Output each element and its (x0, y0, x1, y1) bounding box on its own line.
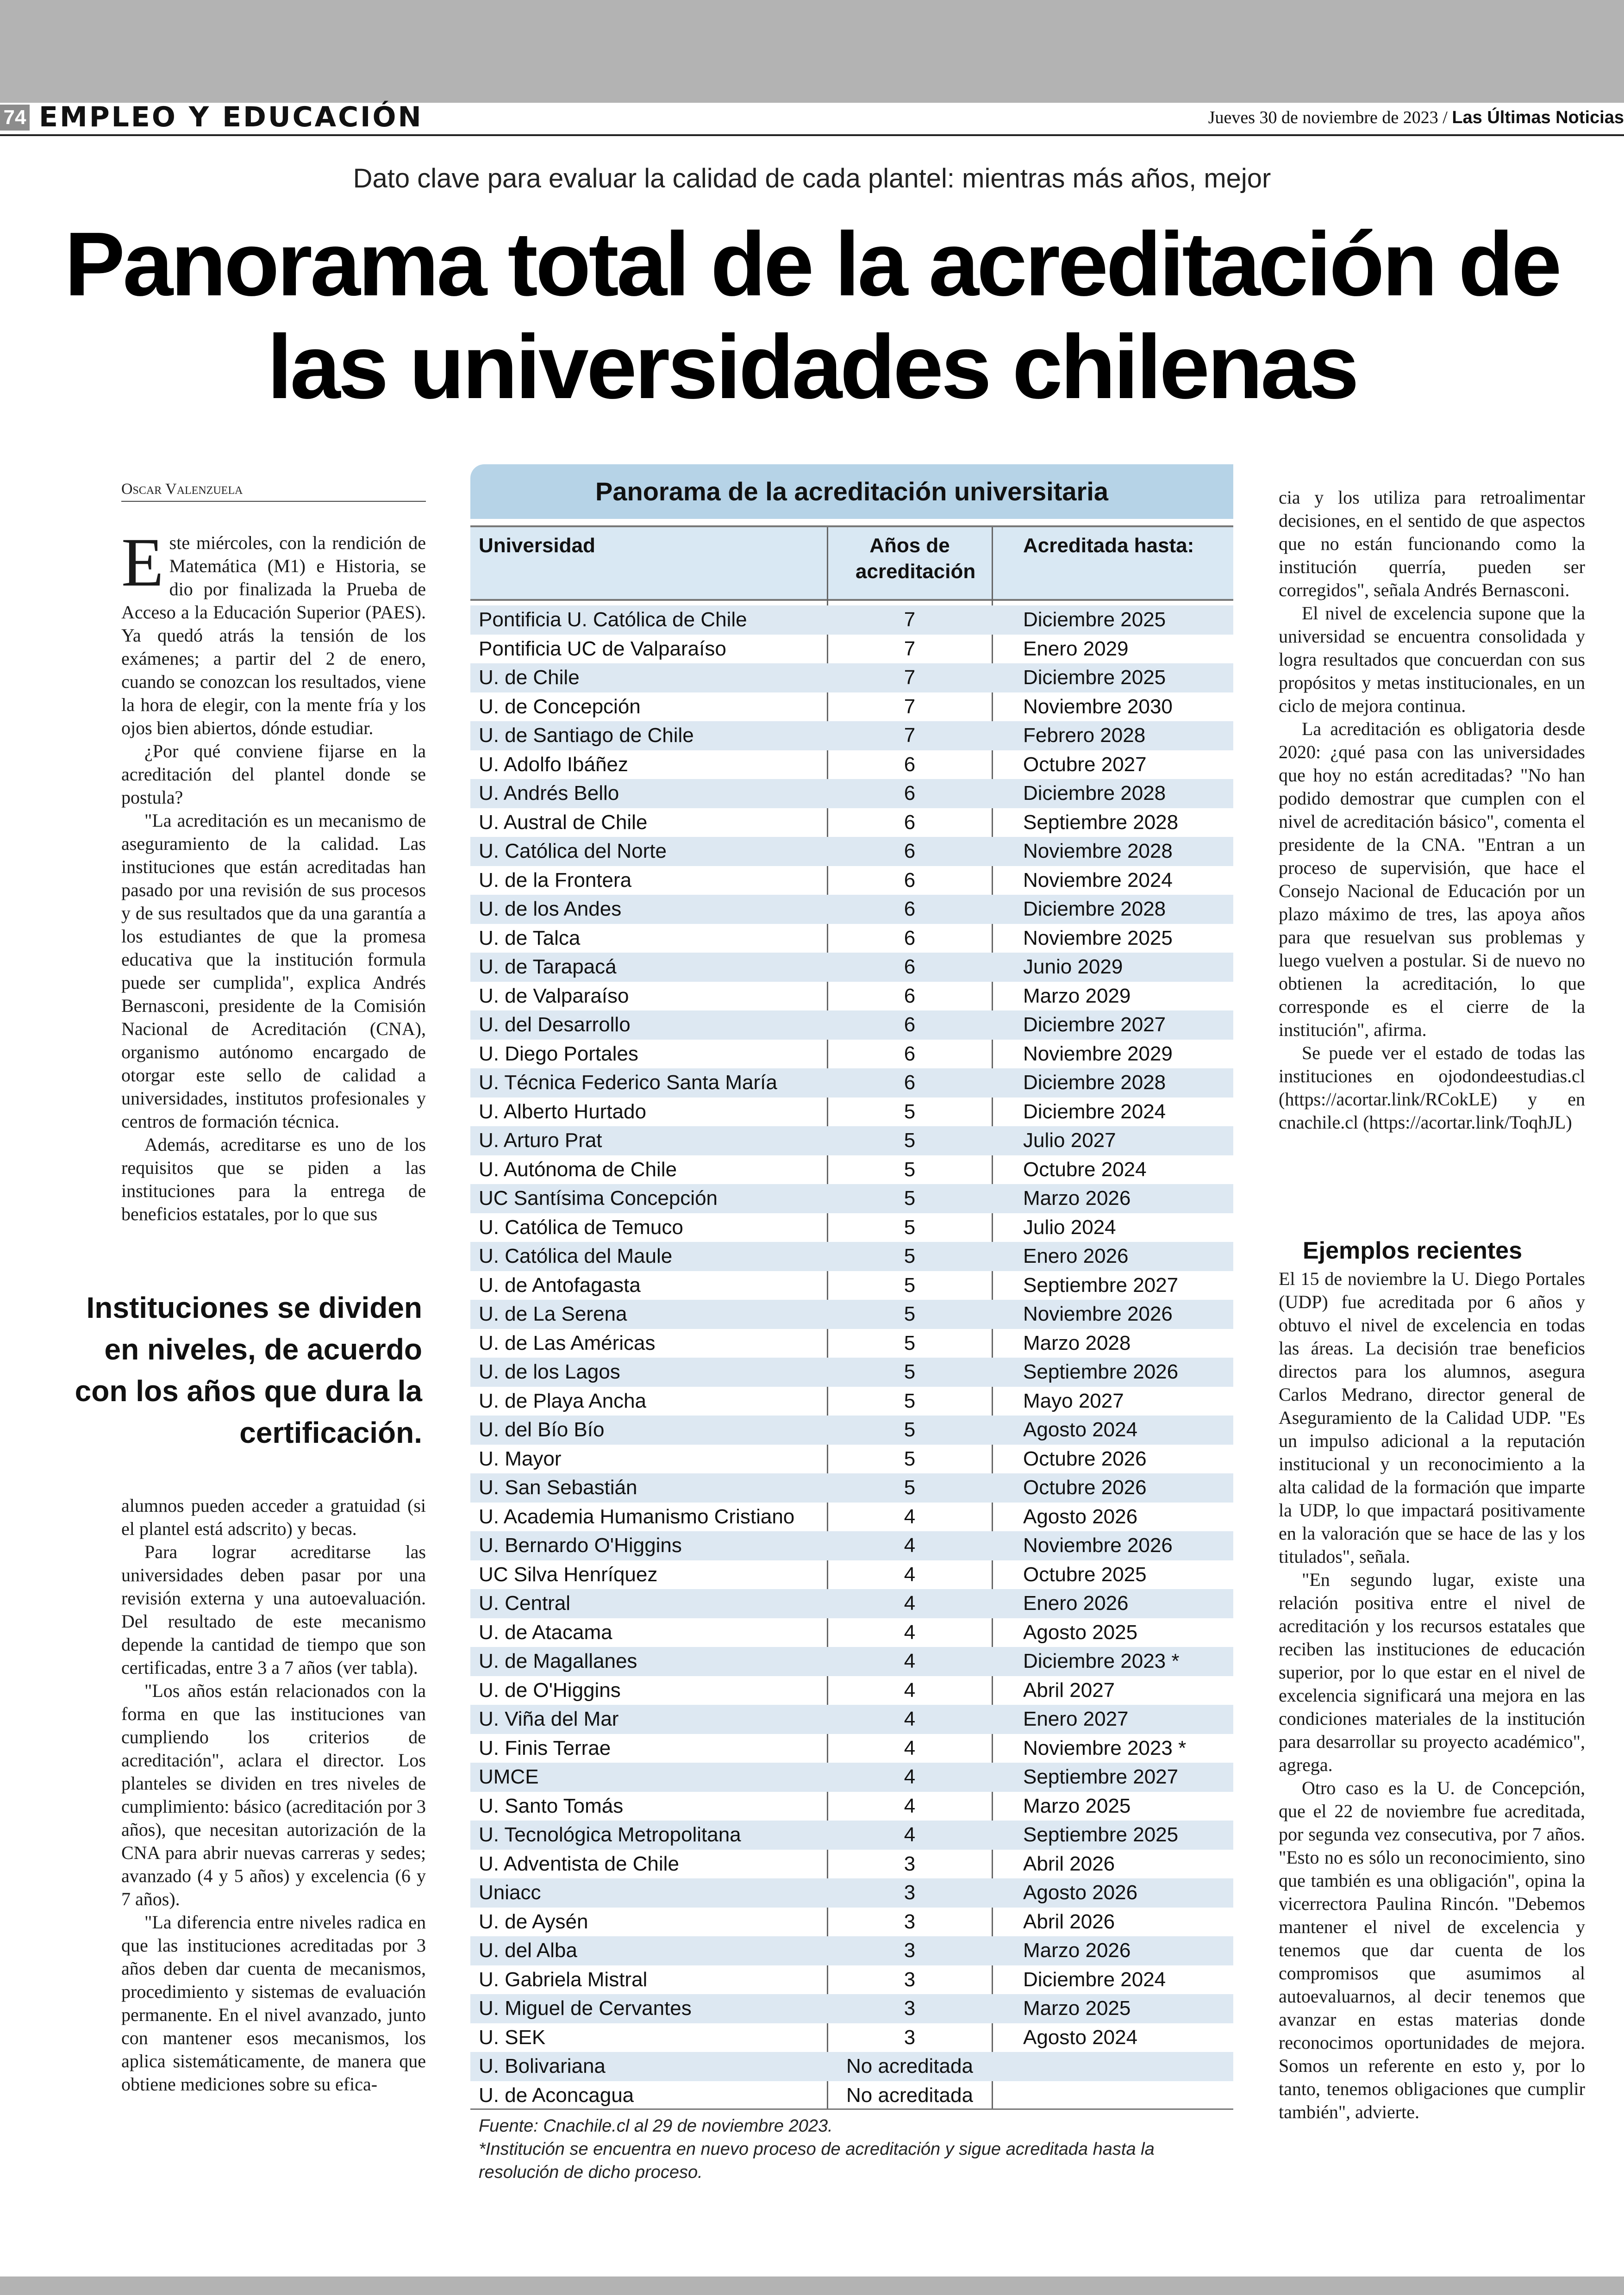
cell-university: U. Técnica Federico Santa María (479, 1071, 777, 1094)
cell-until: Abril 2026 (1023, 1852, 1115, 1875)
section-title: EMPLEO Y EDUCACIÓN (39, 101, 423, 133)
bottom-margin-band (0, 2276, 1624, 2295)
cell-until: Diciembre 2024 (1023, 1100, 1166, 1123)
table-bottom-rule (470, 2108, 1233, 2110)
cell-university: U. de los Lagos (479, 1360, 620, 1383)
cell-university: U. de Magallanes (479, 1650, 637, 1672)
table-row (470, 1010, 1233, 1040)
cell-until: Diciembre 2027 (1023, 1013, 1166, 1036)
table-row (470, 1213, 1233, 1242)
cell-years: 5 (904, 1303, 916, 1325)
cell-until: Noviembre 2026 (1023, 1303, 1173, 1325)
cell-until: Octubre 2026 (1023, 1476, 1147, 1499)
cell-university: U. Adventista de Chile (479, 1852, 679, 1875)
table-row (470, 1734, 1233, 1763)
table-row (470, 1560, 1233, 1590)
cell-until: Diciembre 2024 (1023, 1968, 1166, 1991)
cell-university: U. Santo Tomás (479, 1794, 624, 1817)
table-row (470, 1618, 1233, 1647)
table-row (470, 1647, 1233, 1676)
dateline-separator: / (1443, 108, 1448, 127)
table-row (470, 1040, 1233, 1069)
cell-until: Marzo 2025 (1023, 1997, 1131, 2020)
cell-until: Julio 2024 (1023, 1216, 1116, 1239)
cell-university: U. Austral de Chile (479, 811, 648, 834)
cell-until: Marzo 2026 (1023, 1939, 1131, 1962)
table-row (470, 2052, 1233, 2081)
cell-university: U. de Valparaíso (479, 984, 629, 1007)
cell-years: 4 (904, 1708, 916, 1730)
cell-years: 6 (904, 782, 916, 804)
cell-until: Enero 2027 (1023, 1708, 1129, 1730)
cell-until: Diciembre 2028 (1023, 782, 1166, 804)
cell-years: 5 (904, 1129, 916, 1152)
cell-university: U. Católica de Temuco (479, 1216, 683, 1239)
cell-years: 5 (904, 1245, 916, 1267)
pull-quote: Instituciones se dividen en niveles, de acuerdo con los años que dura la certificación. (75, 1291, 422, 1449)
table-row (470, 1155, 1233, 1185)
cell-years: 4 (904, 1592, 916, 1615)
table-row (470, 1878, 1233, 1908)
cell-until: Agosto 2024 (1023, 1418, 1138, 1441)
cell-until: Octubre 2025 (1023, 1563, 1147, 1586)
cell-until: Mayo 2027 (1023, 1389, 1124, 1412)
table-row (470, 1965, 1233, 1995)
table-row (470, 953, 1233, 982)
cell-university: U. SEK (479, 2026, 546, 2049)
table-row (470, 1445, 1233, 1474)
cell-university: U. de Las Américas (479, 1331, 656, 1354)
cell-university: U. de Atacama (479, 1621, 612, 1644)
cell-university: U. Adolfo Ibáñez (479, 753, 628, 776)
cell-university: U. Central (479, 1592, 571, 1615)
cell-university: U. de Playa Ancha (479, 1389, 647, 1412)
table-row (470, 1589, 1233, 1618)
cell-until: Abril 2027 (1023, 1678, 1115, 1702)
cell-years: 4 (904, 1736, 916, 1759)
cell-years: 6 (904, 811, 916, 834)
table-row (470, 808, 1233, 837)
cell-until: Agosto 2026 (1023, 1881, 1138, 1904)
cell-university: U. de Santiago de Chile (479, 724, 694, 747)
column-left-bottom (121, 1494, 426, 2096)
subheading: Ejemplos recientes (1303, 1237, 1522, 1264)
table-row (470, 1329, 1233, 1358)
table-row (470, 1850, 1233, 1879)
cell-university: U. de Tarapacá (479, 955, 617, 978)
cell-university: U. de Antofagasta (479, 1273, 641, 1297)
dateline (1208, 107, 1624, 128)
cell-years: 3 (904, 1997, 916, 2020)
cell-until: Noviembre 2029 (1023, 1042, 1173, 1065)
cell-university: U. Mayor (479, 1447, 562, 1470)
cell-university: U. Miguel de Cervantes (479, 1997, 692, 2020)
paragraph: "La diferencia entre niveles radica en que las instituciones acreditadas por 3 años deben dar cuenta de mecanismos, procedimiento y sistemas de evaluación permanente. En el nivel avanzado, junto con mantener esos mecanismos, los aplica sistemáticamente, de manera que obtiene mediciones sobre su efica- (121, 1912, 426, 2095)
table-row (470, 663, 1233, 692)
cell-years: 6 (904, 898, 916, 920)
cell-university: U. Viña del Mar (479, 1708, 619, 1730)
cell-university: U. de Concepción (479, 695, 641, 718)
cell-university: UC Silva Henríquez (479, 1563, 658, 1586)
cell-years: 3 (904, 1939, 916, 1962)
cell-years: 4 (904, 1621, 916, 1644)
cell-years: 4 (904, 1505, 916, 1528)
table-row (470, 1936, 1233, 1965)
cell-until: Agosto 2025 (1023, 1621, 1138, 1644)
cell-until: Noviembre 2024 (1023, 868, 1173, 892)
cell-years: 4 (904, 1534, 916, 1557)
article-kicker: Dato clave para evaluar la calidad de cada plantel: mientras más años, mejor (353, 163, 1271, 193)
drop-cap: E (121, 524, 164, 601)
table-row (470, 1416, 1233, 1445)
cell-years: 5 (904, 1447, 916, 1470)
publication-name: Las Últimas Noticias (1452, 108, 1624, 127)
cell-university: U. Finis Terrae (479, 1736, 611, 1759)
cell-university: U. Tecnológica Metropolitana (479, 1823, 741, 1846)
cell-until: Septiembre 2027 (1023, 1765, 1179, 1788)
column-header-university: Universidad (479, 534, 595, 557)
cell-university: U. Andrés Bello (479, 782, 619, 804)
cell-until: Septiembre 2025 (1023, 1823, 1179, 1846)
paragraph: Para lograr acreditarse las universidades deben pasar por una revisión externa y una autoevaluación. Del resultado de este mecanismo depende la cantidad de tiempo que son certificadas, entre 3 a 7 años (ver tabla). (121, 1541, 426, 1678)
table-row (470, 605, 1233, 635)
cell-years: No acreditada (846, 2083, 973, 2107)
cell-years: 6 (904, 753, 916, 776)
cell-years: 6 (904, 1013, 916, 1036)
cell-years: 7 (904, 637, 916, 660)
table-header (470, 525, 1233, 601)
table-row (470, 1271, 1233, 1300)
paragraph: Otro caso es la U. de Concepción, que el 22 de noviembre fue acreditada, por segunda vez consecutiva, por 7 años. "Esto no es sólo un reconocimiento, sino que también es una obligación", opina la vicerrectora Paulina Rincón. "Debemos mantener el nivel de excelencia y tenemos que dar cuenta de los compromisos que asumimos al autoevaluarnos, al decir tenemos que avanzar en estas materias donde reconocimos oportunidades de mejora. Somos un referente en esto y, por lo tanto, tenemos obligaciones que cumplir también", advierte. (1279, 1777, 1585, 2122)
cell-university: U. Autónoma de Chile (479, 1158, 677, 1181)
cell-university: U. Alberto Hurtado (479, 1100, 646, 1123)
cell-years: 7 (904, 608, 916, 631)
paragraph: Este miércoles, con la rendición de Matemática (M1) e Historia, se dio por finalizada la Prueba de Acceso a la Educación Superior (PAES). Ya quedó atrás la tensión de los exámenes; a partir del 2 de enero, cuando se conozcan los resultados, viene la hora de elegir, con la mente fría y los ojos bien abiertos, dónde estudiar. (121, 524, 426, 738)
header-rule (0, 134, 1624, 136)
cell-years: 4 (904, 1823, 916, 1846)
paragraph: "La acreditación es un mecanismo de aseguramiento de la calidad. Las instituciones que están acreditadas han pasado por una revisión de sus procesos y de sus resultados que da una garantía a los estudiantes de que la promesa educativa que la institución formula puede ser cumplida", explica Andrés Bernasconi, presidente de la Comisión Nacional de Acreditación (CNA), organismo autónomo encargado de otorgar este sello de calidad a universidades, institutos profesionales y centros de formación técnica. (121, 810, 426, 1132)
paragraph: "Los años están relacionados con la forma en que las instituciones van cumpliendo los criterios de acreditación", aclara el director. Los planteles se dividen en tres niveles de cumplimiento: básico (acreditación por 3 años), que necesitan autorización de la CNA para abrir nuevas carreras y sedes; avanzado (4 y 5 años) y excelencia (6 y 7 años). (121, 1680, 426, 1909)
table-row (470, 1503, 1233, 1532)
paragraph: alumnos pueden acceder a gratuidad (si el plantel está adscrito) y becas. (121, 1495, 426, 1539)
cell-years: 7 (904, 666, 916, 689)
cell-years: 3 (904, 1910, 916, 1933)
cell-until: Diciembre 2028 (1023, 898, 1166, 920)
cell-years: 6 (904, 955, 916, 978)
cell-until: Agosto 2024 (1023, 2026, 1138, 2049)
cell-years: 5 (904, 1158, 916, 1181)
cell-years: 6 (904, 926, 916, 949)
cell-until: Noviembre 2023 * (1023, 1736, 1187, 1759)
cell-until: Diciembre 2025 (1023, 666, 1166, 689)
table-row (470, 1387, 1233, 1416)
column-header-until: Acreditada hasta: (1023, 534, 1194, 557)
cell-years: 3 (904, 1968, 916, 1991)
table-row (470, 1098, 1233, 1127)
table-body (470, 605, 1233, 2110)
cell-university: U. Católica del Maule (479, 1245, 673, 1267)
cell-university: U. Diego Portales (479, 1042, 638, 1065)
cell-years: 6 (904, 1042, 916, 1065)
table-row (470, 750, 1233, 780)
table-row (470, 1531, 1233, 1560)
paragraph: Además, acreditarse es uno de los requisitos que se piden a las instituciones para la entrega de beneficios estatales, por lo que sus (121, 1134, 426, 1224)
issue-date: Jueves 30 de noviembre de 2023 (1208, 108, 1438, 127)
cell-university: U. San Sebastián (479, 1476, 637, 1499)
cell-university: U. de Talca (479, 926, 581, 949)
table-row (470, 1994, 1233, 2023)
cell-university: U. de la Frontera (479, 868, 632, 892)
page-number: 74 (0, 105, 30, 131)
cell-until: Junio 2029 (1023, 955, 1123, 978)
cell-university: Uniacc (479, 1881, 541, 1904)
cell-until: Enero 2029 (1023, 637, 1129, 660)
byline: Oscar Valenzuela (121, 480, 426, 502)
article-headline: Panorama total de la acreditación de las universidades chilenas (64, 213, 1560, 418)
table-row (470, 1705, 1233, 1734)
paragraph: cia y los utiliza para retroalimentar decisiones, en el sentido de que aspectos que no están funcionando como la institución querría, pueden ser corregidos", señala Andrés Bernasconi. (1279, 487, 1585, 600)
table-row (470, 1763, 1233, 1792)
cell-until: Noviembre 2026 (1023, 1534, 1173, 1557)
cell-years: 5 (904, 1418, 916, 1441)
cell-years: 4 (904, 1678, 916, 1702)
paragraph: ¿Por qué conviene fijarse en la acreditación del plantel donde se postula? (121, 741, 426, 808)
cell-until: Abril 2026 (1023, 1910, 1115, 1933)
cell-until: Enero 2026 (1023, 1245, 1129, 1267)
cell-until: Octubre 2024 (1023, 1158, 1147, 1181)
table-title: Panorama de la acreditación universitaria (470, 464, 1233, 519)
cell-years: 3 (904, 2026, 916, 2049)
table-row (470, 2023, 1233, 2052)
cell-until: Septiembre 2027 (1023, 1273, 1179, 1297)
cell-until: Octubre 2026 (1023, 1447, 1147, 1470)
cell-university: U. Bernardo O'Higgins (479, 1534, 682, 1557)
cell-university: UMCE (479, 1765, 539, 1788)
cell-years: 5 (904, 1187, 916, 1210)
cell-years: 4 (904, 1794, 916, 1817)
cell-university: U. Bolivariana (479, 2055, 606, 2077)
table-row (470, 866, 1233, 895)
paragraph: El nivel de excelencia supone que la universidad se encuentra consolidada y logra resultados que concuerdan con sus propósitos y metas institucionales, en un ciclo de mejora continua. (1279, 603, 1585, 716)
paragraph: El 15 de noviembre la U. Diego Portales (UDP) fue acreditada por 6 años y obtuvo el nivel de excelencia en todas las áreas. La decisión trae beneficios directos para los alumnos, asegura Carlos Medrano, director general de Aseguramiento de la Calidad UDP. "Es un impulso adicional a la reputación institucional y un reconocimiento a la alta calidad de la formación que imparte la UDP, lo que impactará positivamente en la valoración que se hace de las y los titulados", señala. (1279, 1268, 1585, 1567)
cell-university: U. de Aysén (479, 1910, 588, 1933)
cell-university: U. de O'Higgins (479, 1678, 621, 1702)
table-footnotes (479, 2114, 1229, 2184)
table-row (470, 692, 1233, 722)
table-row (470, 635, 1233, 664)
cell-years: 3 (904, 1852, 916, 1875)
cell-years: 5 (904, 1331, 916, 1354)
table-source: Fuente: Cnachile.cl al 29 de noviembre 2023. (479, 2116, 833, 2136)
table-row (470, 1242, 1233, 1271)
cell-years: 7 (904, 724, 916, 747)
cell-until: Marzo 2026 (1023, 1187, 1131, 1210)
cell-years: 4 (904, 1563, 916, 1586)
table-note: *Institución se encuentra en nuevo proceso de acreditación y sigue acreditada hasta la resolución de dicho proceso. (479, 2139, 1155, 2182)
table-row (470, 1300, 1233, 1329)
cell-university: U. Católica del Norte (479, 840, 667, 862)
table-row (470, 1792, 1233, 1821)
cell-until: Marzo 2028 (1023, 1331, 1131, 1354)
cell-university: U. del Desarrollo (479, 1013, 631, 1036)
column-left-top (121, 524, 426, 1226)
table-row (470, 837, 1233, 866)
cell-years: 5 (904, 1389, 916, 1412)
paragraph: "En segundo lugar, existe una relación positiva entre el nivel de acreditación y los recursos estatales que reciben las instituciones de educación superior, por lo que estar en el nivel de excelencia significará una mejora en las condiciones materiales de la institución para desarrollar su proyecto académico", agrega. (1279, 1569, 1585, 1775)
cell-until: Octubre 2027 (1023, 753, 1147, 776)
column-right-bottom (1279, 1267, 1585, 2124)
cell-until: Noviembre 2030 (1023, 695, 1173, 718)
cell-until: Enero 2026 (1023, 1592, 1129, 1615)
cell-years: 5 (904, 1216, 916, 1239)
table-row (470, 1184, 1233, 1213)
cell-years: No acreditada (846, 2055, 973, 2077)
cell-years: 5 (904, 1100, 916, 1123)
cell-university: U. Arturo Prat (479, 1129, 602, 1152)
cell-until: Diciembre 2025 (1023, 608, 1166, 631)
table-row (470, 721, 1233, 750)
table-row (470, 1676, 1233, 1705)
cell-years: 6 (904, 840, 916, 862)
cell-years: 7 (904, 695, 916, 718)
cell-until: Septiembre 2026 (1023, 1360, 1179, 1383)
cell-years: 4 (904, 1765, 916, 1788)
cell-until: Noviembre 2025 (1023, 926, 1173, 949)
table-row (470, 895, 1233, 924)
cell-university: U. de Chile (479, 666, 580, 689)
table-row (470, 924, 1233, 953)
table-row (470, 982, 1233, 1011)
column-right-top (1279, 486, 1585, 1134)
cell-until: Diciembre 2028 (1023, 1071, 1166, 1094)
paragraph: Se puede ver el estado de todas las instituciones en ojodondeestudias.cl (https://acortar.link/RCokLE) y en cnachile.cl (https://acortar.link/ToqhJL) (1279, 1042, 1585, 1133)
table-row (470, 2081, 1233, 2110)
cell-years: 4 (904, 1650, 916, 1672)
table-row (470, 1068, 1233, 1098)
table-row (470, 1358, 1233, 1387)
cell-years: 6 (904, 984, 916, 1007)
cell-university: U. del Bío Bío (479, 1418, 605, 1441)
cell-university: U. Gabriela Mistral (479, 1968, 648, 1991)
cell-university: U. de Aconcagua (479, 2083, 634, 2107)
cell-until: Marzo 2025 (1023, 1794, 1131, 1817)
cell-until: Septiembre 2028 (1023, 811, 1179, 834)
cell-years: 3 (904, 1881, 916, 1904)
cell-university: Pontificia UC de Valparaíso (479, 637, 726, 660)
table-row (470, 1908, 1233, 1937)
cell-university: Pontificia U. Católica de Chile (479, 608, 747, 631)
cell-until: Diciembre 2023 * (1023, 1650, 1180, 1672)
cell-years: 5 (904, 1476, 916, 1499)
paragraph: La acreditación es obligatoria desde 2020: ¿qué pasa con las universidades que hoy no están acreditadas? "No han podido demostrar que cumplen con el nivel de acreditación básico", comenta el presidente de la CNA. "Entran a un proceso de supervisión, que hace el Consejo Nacional de Educación por un plazo máximo de tres, las apoya años para que resuelvan sus problemas y luego vuelven a postular. Si de nuevo no obtienen la acreditación, lo que corresponde es el cierre de la institución", afirma. (1279, 718, 1585, 1040)
cell-years: 5 (904, 1360, 916, 1383)
table-row (470, 1473, 1233, 1503)
cell-until: Noviembre 2028 (1023, 840, 1173, 862)
cell-years: 6 (904, 1071, 916, 1094)
cell-university: U. de La Serena (479, 1303, 627, 1325)
cell-university: U. de los Andes (479, 898, 622, 920)
cell-university: U. del Alba (479, 1939, 577, 1962)
table-row (470, 1821, 1233, 1850)
table-row (470, 779, 1233, 808)
cell-years: 5 (904, 1273, 916, 1297)
cell-until: Julio 2027 (1023, 1129, 1116, 1152)
cell-years: 6 (904, 868, 916, 892)
cell-university: U. Academia Humanismo Cristiano (479, 1505, 795, 1528)
table-row (470, 1126, 1233, 1155)
cell-university: UC Santísima Concepción (479, 1187, 718, 1210)
cell-until: Febrero 2028 (1023, 724, 1146, 747)
cell-until: Agosto 2026 (1023, 1505, 1138, 1528)
column-header-years: Años de acreditación (856, 534, 976, 583)
cell-until: Marzo 2029 (1023, 984, 1131, 1007)
